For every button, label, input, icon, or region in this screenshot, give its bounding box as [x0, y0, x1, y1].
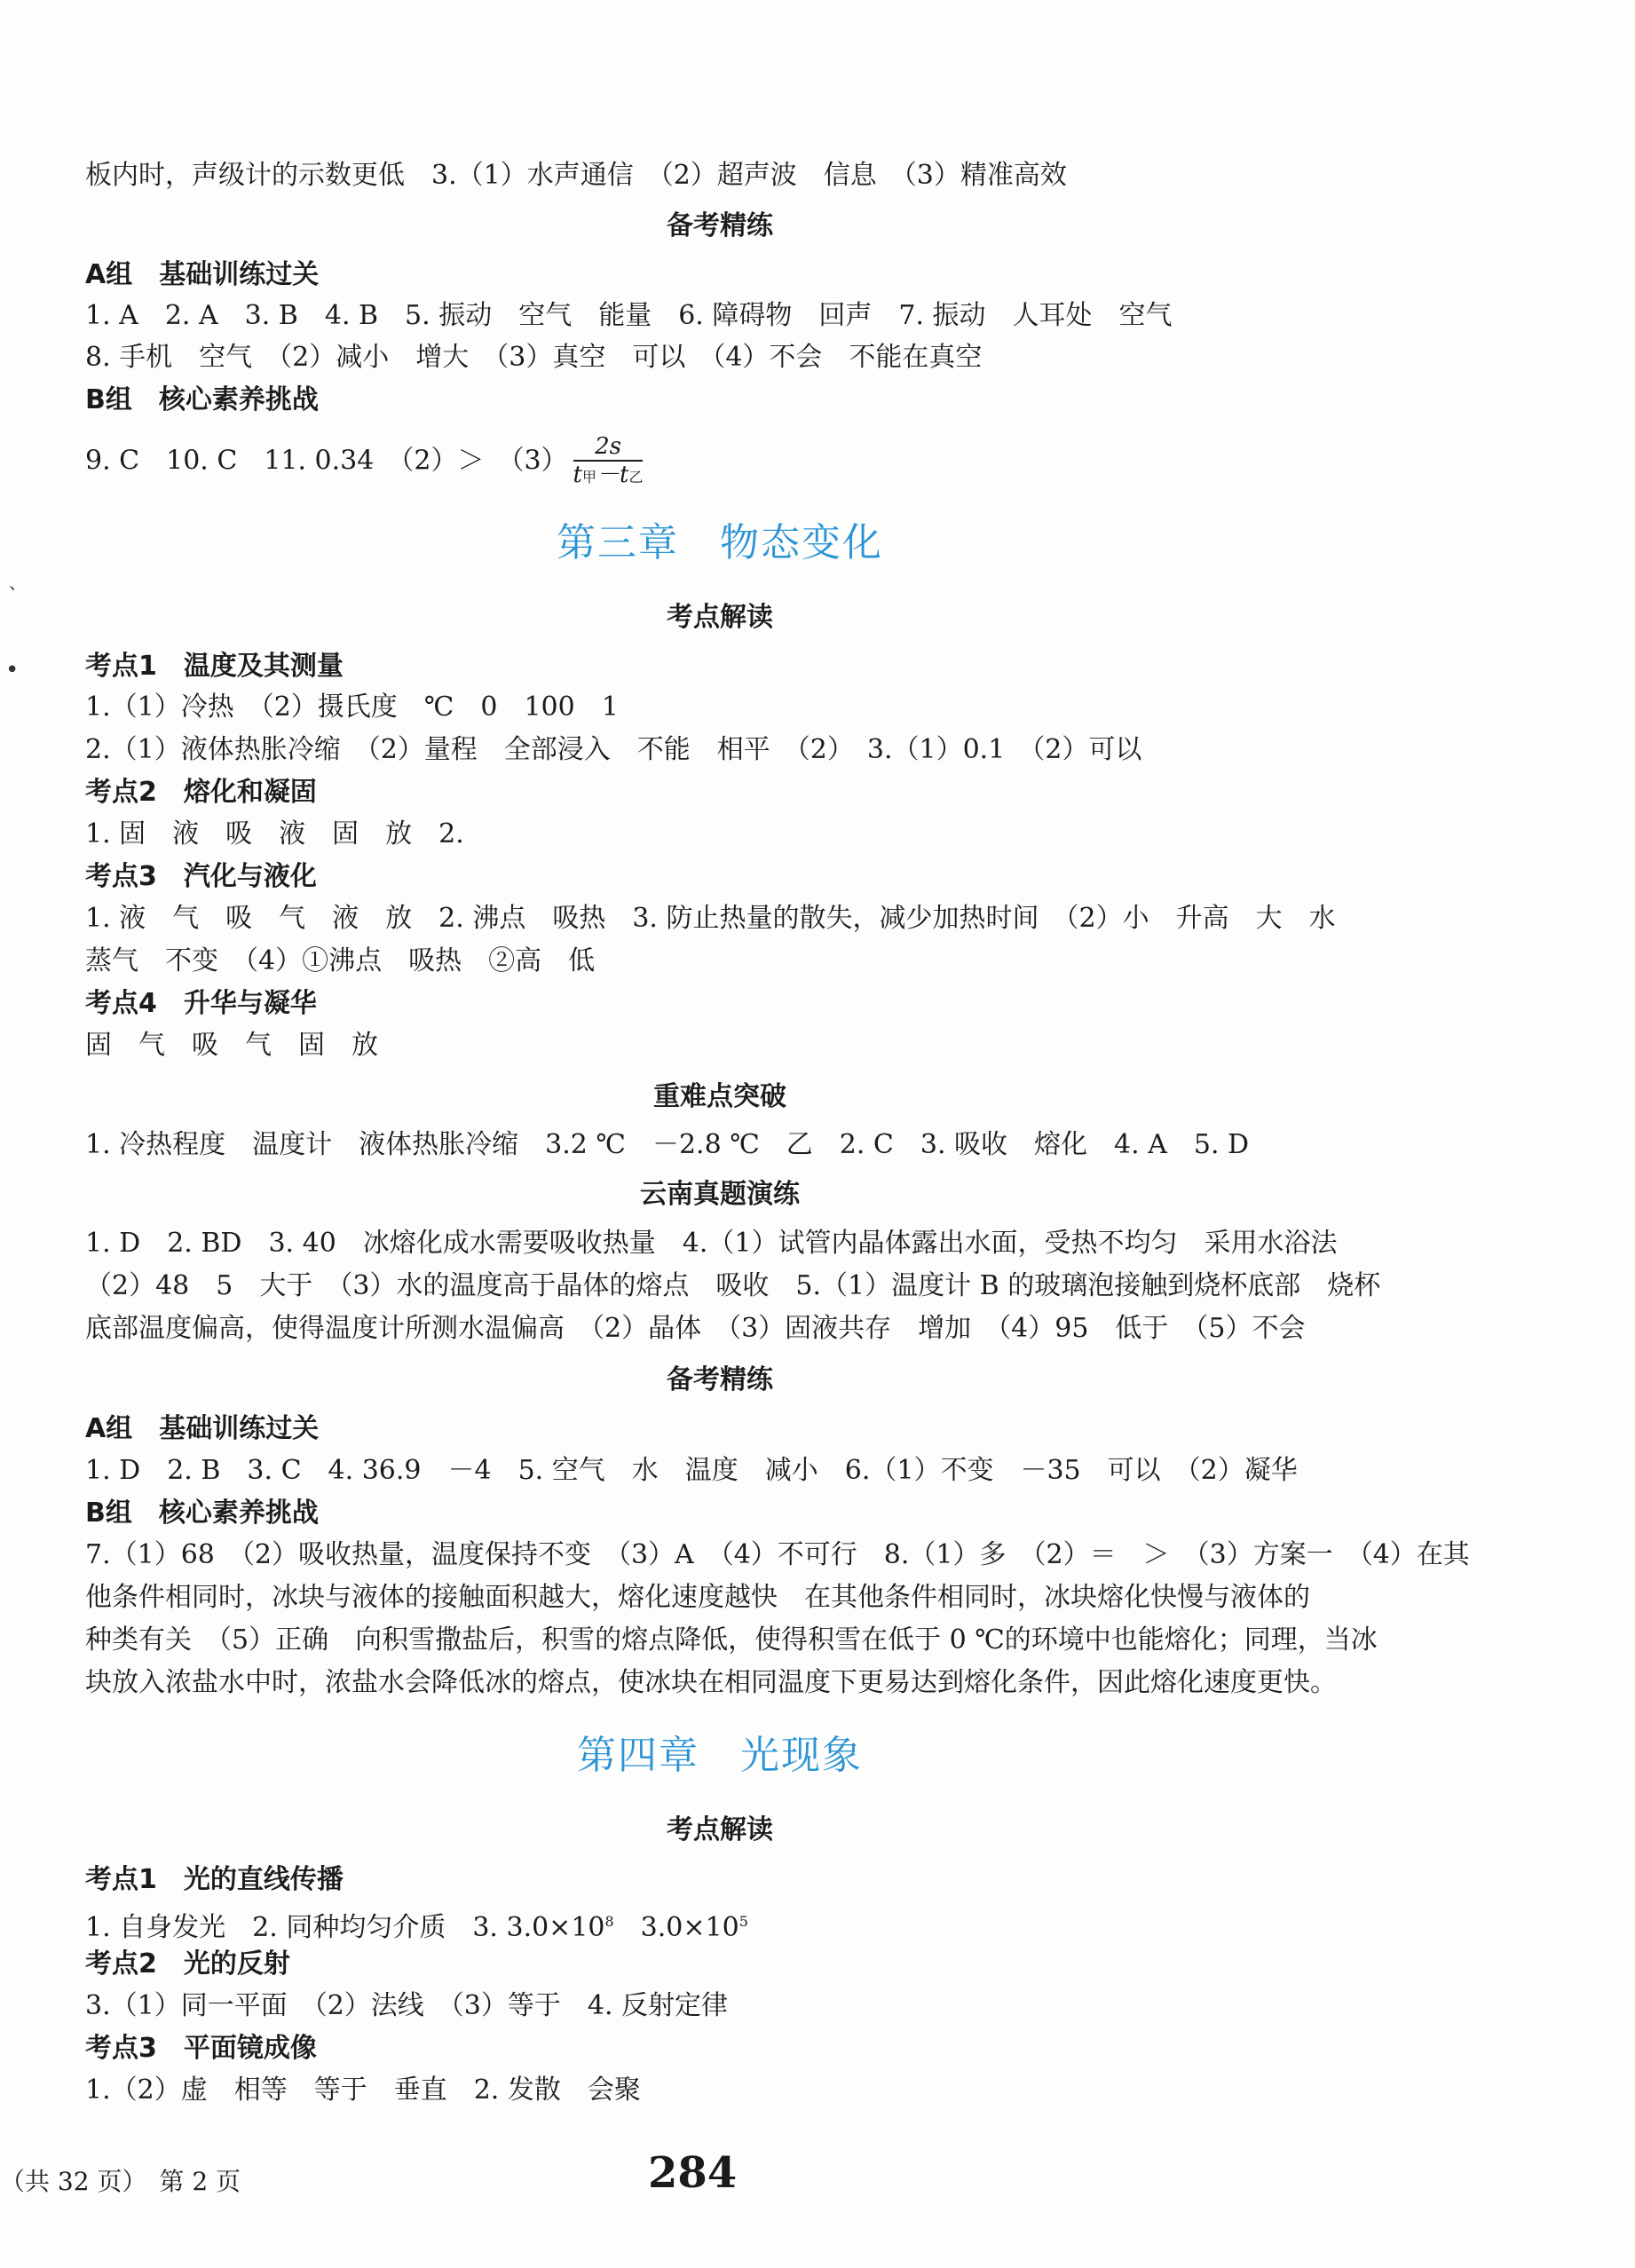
text-line: 1. 冷热程度 温度计 液体热胀冷缩 3.2 ℃ －2.8 ℃ 乙 2. C 3. 吸收 熔化 4. A 5. D	[85, 1129, 1250, 1160]
chapter-title: 第三章 物态变化	[557, 520, 883, 565]
fraction-numerator: 2s	[573, 433, 644, 462]
group-heading: A组 基础训练过关	[85, 1413, 320, 1444]
text-line: 蒸气 不变 （4）①沸点 吸热 ②高 低	[85, 945, 596, 976]
section-heading: 重难点突破	[653, 1081, 786, 1112]
margin-mark: •	[5, 657, 20, 684]
text-line: 固 气 吸 气 固 放	[85, 1030, 378, 1061]
text-line: 1. D 2. BD 3. 40 冰熔化成水需要吸收热量 4.（1）试管内晶体露出水面，受热不均匀 采用水浴法	[85, 1228, 1338, 1259]
text-line-with-exponents	[85, 1901, 1378, 1948]
topic-heading: 考点3 汽化与液化	[85, 861, 317, 892]
section-heading: 备考精练	[667, 210, 773, 241]
text-line: 2.（1）液体热胀冷缩 （2）量程 全部浸入 不能 相平 （2） 3.（1）0.1 （2）可以	[85, 734, 1142, 765]
text-line: 7.（1）68 （2）吸收热量，温度保持不变 （3）A （4）不可行 8.（1）多 （2）＝ ＞ （3）方案一 （4）在其	[85, 1539, 1470, 1570]
fraction-formula	[573, 433, 644, 491]
answer-text: 1. 自身发光 2. 同种均匀介质 3. 3.0×10	[85, 1912, 605, 1943]
section-heading: 云南真题演练	[640, 1179, 800, 1210]
page-footer-info: （共 32 页） 第 2 页	[0, 2167, 241, 2196]
text-line: 1. D 2. B 3. C 4. 36.9 －4 5. 空气 水 温度 减小 6.（1）不变 －35 可以 （2）凝华	[85, 1455, 1298, 1486]
text-line: （2）48 5 大于 （3）水的温度高于晶体的熔点 吸收 5.（1）温度计 B 的玻璃泡接触到烧杯底部 烧杯	[85, 1270, 1381, 1301]
text-line: 板内时，声级计的示数更低 3.（1）水声通信 （2）超声波 信息 （3）精准高效	[85, 160, 1067, 191]
exponent: 8	[604, 1913, 614, 1930]
text-line: 种类有关 （5）正确 向积雪撒盐后，积雪的熔点降低，使得积雪在低于 0 ℃的环境中也能熔化；同理，当冰	[85, 1624, 1378, 1656]
page-number: 284	[648, 2148, 738, 2198]
topic-heading: 考点2 熔化和凝固	[85, 777, 317, 808]
answer-text: 3.0×10	[613, 1912, 739, 1943]
exponent: 5	[739, 1913, 748, 1930]
section-heading: 考点解读	[667, 1814, 773, 1845]
topic-heading: 考点4 升华与凝华	[85, 988, 317, 1019]
text-line: 8. 手机 空气 （2）减小 增大 （3）真空 可以 （4）不会 不能在真空	[85, 342, 983, 373]
text-line: 1.（2）虚 相等 等于 垂直 2. 发散 会聚	[85, 2074, 641, 2106]
text-line-with-fraction	[85, 433, 1378, 491]
topic-heading: 考点1 光的直线传播	[85, 1864, 344, 1895]
fraction-denominator: t甲－t乙	[573, 462, 644, 488]
topic-heading: 考点3 平面镜成像	[85, 2033, 317, 2064]
text-line: 1.（1）冷热 （2）摄氏度 ℃ 0 100 1	[85, 691, 619, 723]
group-heading: B组 核心素养挑战	[85, 384, 319, 415]
chapter-title: 第四章 光现象	[577, 1733, 863, 1778]
margin-mark: 、	[9, 572, 27, 593]
text-line: 块放入浓盐水中时，浓盐水会降低冰的熔点，使冰块在相同温度下更易达到熔化条件，因此熔化速度更快。	[85, 1667, 1337, 1698]
section-heading: 考点解读	[667, 602, 773, 633]
text-line: 他条件相同时，冰块与液体的接触面积越大，熔化速度越快 在其他条件相同时，冰块熔化快慢与液体的	[85, 1582, 1310, 1613]
text-line: 1. 液 气 吸 气 液 放 2. 沸点 吸热 3. 防止热量的散失，减少加热时间 （2）小 升高 大 水	[85, 903, 1336, 934]
text-line: 底部温度偏高，使得温度计所测水温偏高 （2）晶体 （3）固液共存 增加 （4）95 低于 （5）不会	[85, 1313, 1306, 1344]
group-heading: A组 基础训练过关	[85, 259, 320, 290]
answer-text: 9. C 10. C 11. 0.34 （2）＞ （3）	[85, 445, 568, 477]
group-heading: B组 核心素养挑战	[85, 1498, 319, 1529]
text-line: 3.（1）同一平面 （2）法线 （3）等于 4. 反射定律	[85, 1990, 729, 2021]
topic-heading: 考点1 温度及其测量	[85, 651, 344, 682]
text-line: 1. 固 液 吸 液 固 放 2.	[85, 818, 464, 850]
topic-heading: 考点2 光的反射	[85, 1948, 290, 1980]
section-heading: 备考精练	[667, 1364, 773, 1395]
text-line: 1. A 2. A 3. B 4. B 5. 振动 空气 能量 6. 障碍物 回声 7. 振动 人耳处 空气	[85, 300, 1173, 331]
